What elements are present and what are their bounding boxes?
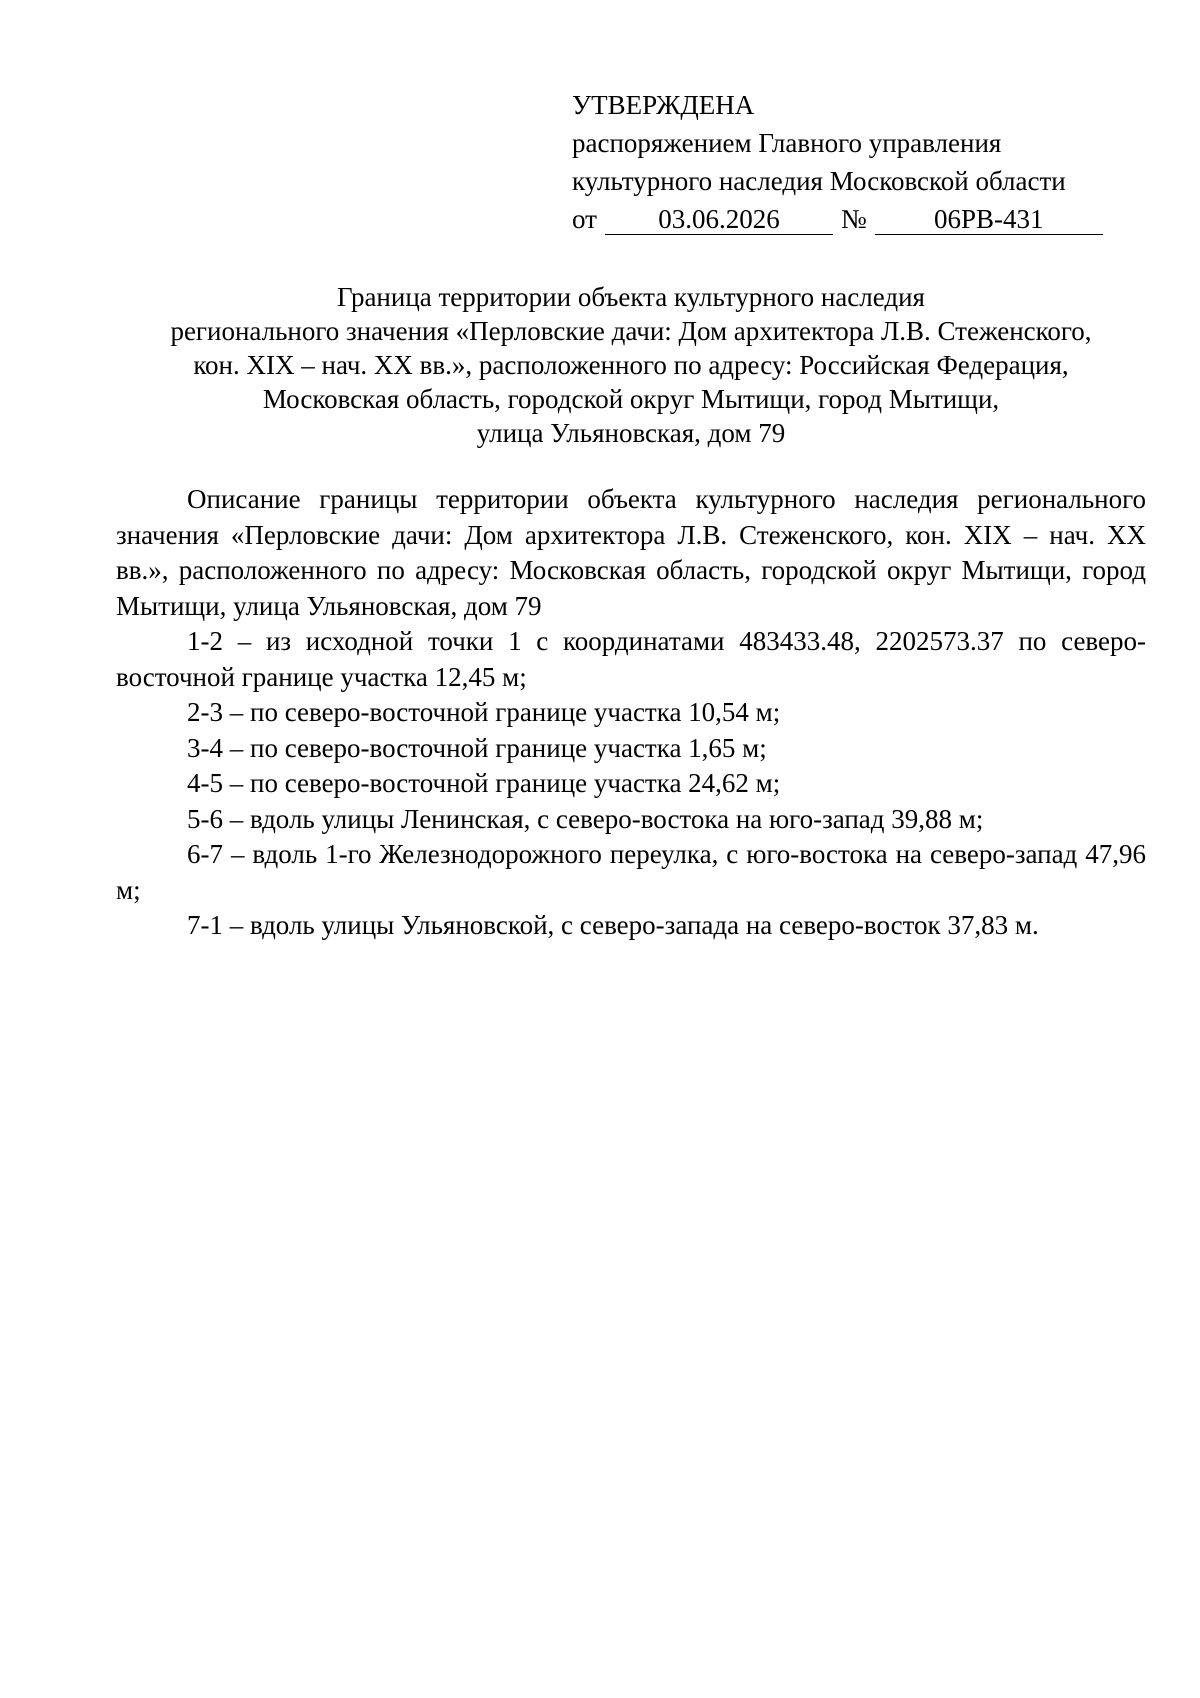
segment-4-5: 4-5 – по северо-восточной границе участка 24,62 м; (187, 768, 781, 798)
segment-5-6: 5-6 – вдоль улицы Ленинская, с северо-востока на юго-запад 39,88 м; (187, 803, 984, 834)
approval-date-line (572, 200, 1103, 238)
number-prefix: № (840, 204, 867, 234)
title-line-1: Граница территории объекта культурного наследия (337, 282, 925, 312)
approval-number: 06РВ-431 (875, 204, 1103, 235)
approval-block (572, 86, 1103, 238)
description-paragraph: Описание границы территории объекта культурного наследия регионального значения «Перловские дачи: Дом архитектора Л.В. Стеженского, кон. XIX – нач. XX вв.», расположенного по адресу: Московская область, городской округ Мытищи, город Мытищи, улица Ульяновская, дом 79 (116, 484, 1146, 621)
segment-2-3: 2-3 – по северо-восточной границе участка 10,54 м; (187, 697, 781, 727)
title-line-3: кон. XIX – нач. XX вв.», расположенного по адресу: Российская Федерация, (193, 350, 1069, 380)
segment-3-4: 3-4 – по северо-восточной границе участка 1,65 м; (187, 732, 767, 763)
document-body (116, 482, 1146, 944)
title-line-5: улица Ульяновская, дом 79 (476, 418, 786, 448)
segment-7-1: 7-1 – вдоль улицы Ульяновской, с северо-запада на северо-восток 37,83 м. (187, 910, 1039, 940)
date-prefix: от (572, 204, 597, 234)
document-title (116, 280, 1146, 450)
approval-date: 03.06.2026 (605, 204, 833, 235)
approval-heading: УТВЕРЖДЕНА (572, 90, 755, 120)
title-line-4: Московская область, городской округ Мытищи, город Мытищи, (262, 384, 1000, 414)
segment-6-7: 6-7 – вдоль 1-го Железнодорожного переулка, с юго-востока на северо-запад 47,96 м; (116, 839, 1146, 905)
approval-line-2: культурного наследия Московской области (572, 166, 1066, 196)
segment-1-2: 1-2 – из исходной точки 1 с координатами 483433.48, 2202573.37 по северо-восточной границе участка 12,45 м; (116, 626, 1146, 692)
approval-line-1: распоряжением Главного управления (572, 128, 1002, 158)
title-line-2: регионального значения «Перловские дачи: Дом архитектора Л.В. Стеженского, (170, 316, 1092, 346)
